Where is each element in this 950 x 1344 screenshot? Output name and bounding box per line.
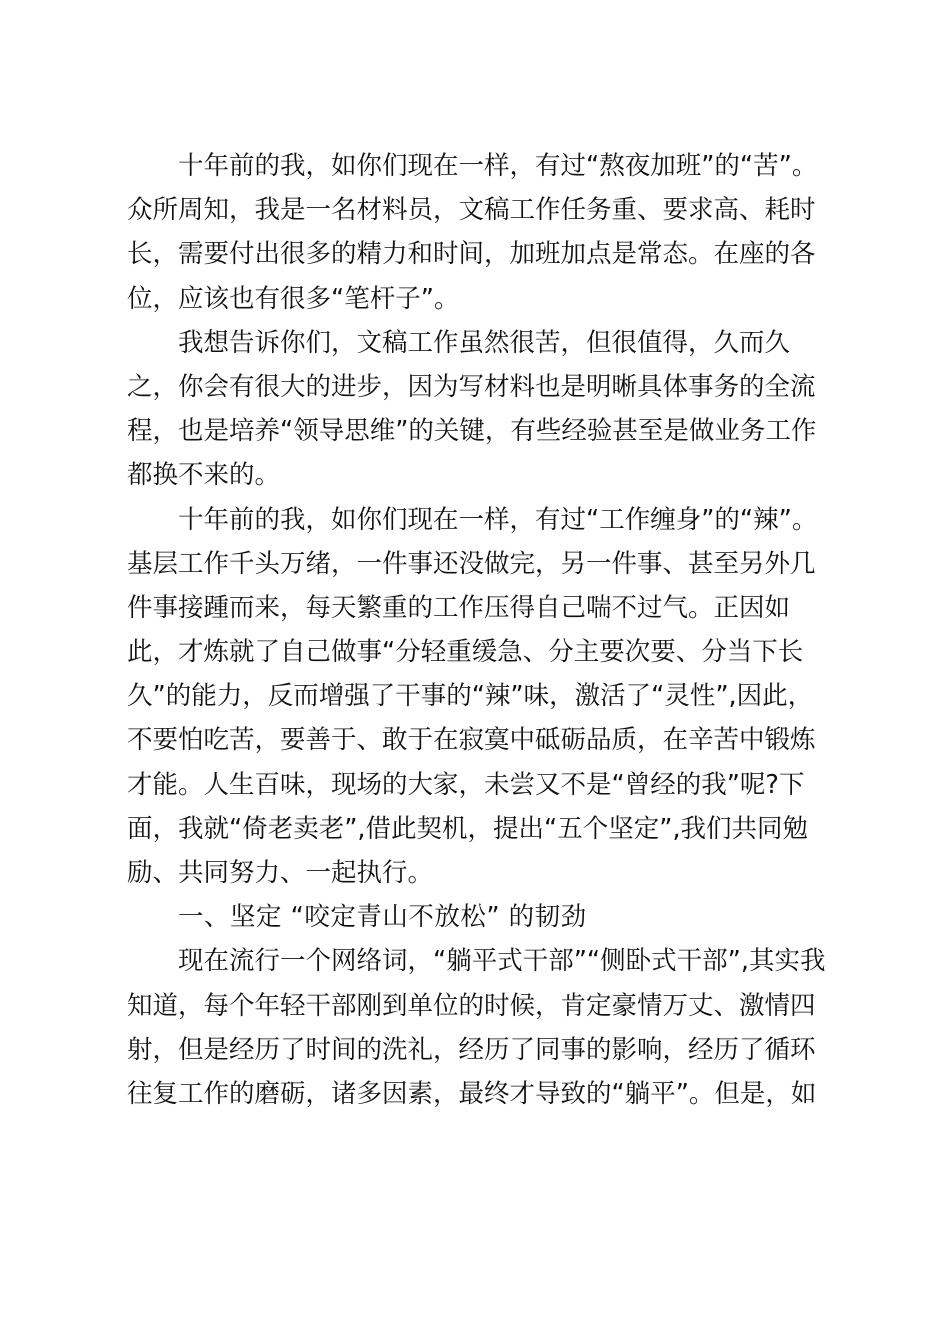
paragraph-line: 程，也是培养“领导思维”的关键，有些经验甚至是做业务工作 <box>127 416 817 447</box>
paragraph-line: 才能。人生百味，现场的大家，未尝又不是“曾经的我”呢?下 <box>127 769 805 800</box>
paragraph-line: 之，你会有很大的进步，因为写材料也是明晰具体事务的全流 <box>127 371 816 402</box>
paragraph-line: 久”的能力，反而增强了干事的“辣”味，激活了“灵性”,因此， <box>127 681 814 712</box>
paragraph-line: 励、共同努力、一起执行。 <box>127 858 434 888</box>
paragraph-line: 现在流行一个网络词，“躺平式干部”“侧卧式干部”,其实我 <box>178 946 826 977</box>
paragraph-line: 射，但是经历了时间的洗礼，经历了同事的影响，经历了循环 <box>127 1034 816 1065</box>
paragraph-line: 十年前的我，如你们现在一样，有过“熬夜加班”的“苦”。 <box>178 151 818 181</box>
section-heading: 一、坚定 “咬定青山不放松” 的韧劲 <box>178 902 587 933</box>
paragraph-line: 十年前的我，如你们现在一样，有过“工作缠身”的“辣”。 <box>178 504 818 535</box>
paragraph-line: 知道，每个年轻干部刚到单位的时候，肯定豪情万丈、激情四 <box>127 990 816 1021</box>
paragraph-line: 不要怕吃苦，要善于、敢于在寂寞中砥砺品质，在辛苦中锻炼 <box>127 725 816 756</box>
paragraph-line: 往复工作的磨砺，诸多因素，最终才导致的“躺平”。但是，如 <box>127 1078 817 1109</box>
paragraph-line: 此，才炼就了自己做事“分轻重缓急、分主要次要、分当下长 <box>127 637 804 668</box>
document-body <box>127 144 825 1116</box>
paragraph-line: 位，应该也有很多“笔杆子”。 <box>127 283 460 314</box>
paragraph-line: 面，我就“倚老卖老”,借此契机，提出“五个坚定”,我们共同勉 <box>127 813 809 844</box>
paragraph-line: 众所周知，我是一名材料员，文稿工作任务重、要求高、耗时 <box>127 195 816 226</box>
paragraph-line: 基层工作千头万绪，一件事还没做完，另一件事、甚至另外几 <box>127 548 816 579</box>
paragraph-line: 都换不来的。 <box>127 460 281 491</box>
paragraph-line: 我想告诉你们，文稿工作虽然很苦，但很值得，久而久 <box>178 327 791 358</box>
paragraph-line: 长，需要付出很多的精力和时间，加班加点是常态。在座的各 <box>127 239 816 270</box>
paragraph-line: 件事接踵而来，每天繁重的工作压得自己喘不过气。正因如 <box>127 592 791 623</box>
